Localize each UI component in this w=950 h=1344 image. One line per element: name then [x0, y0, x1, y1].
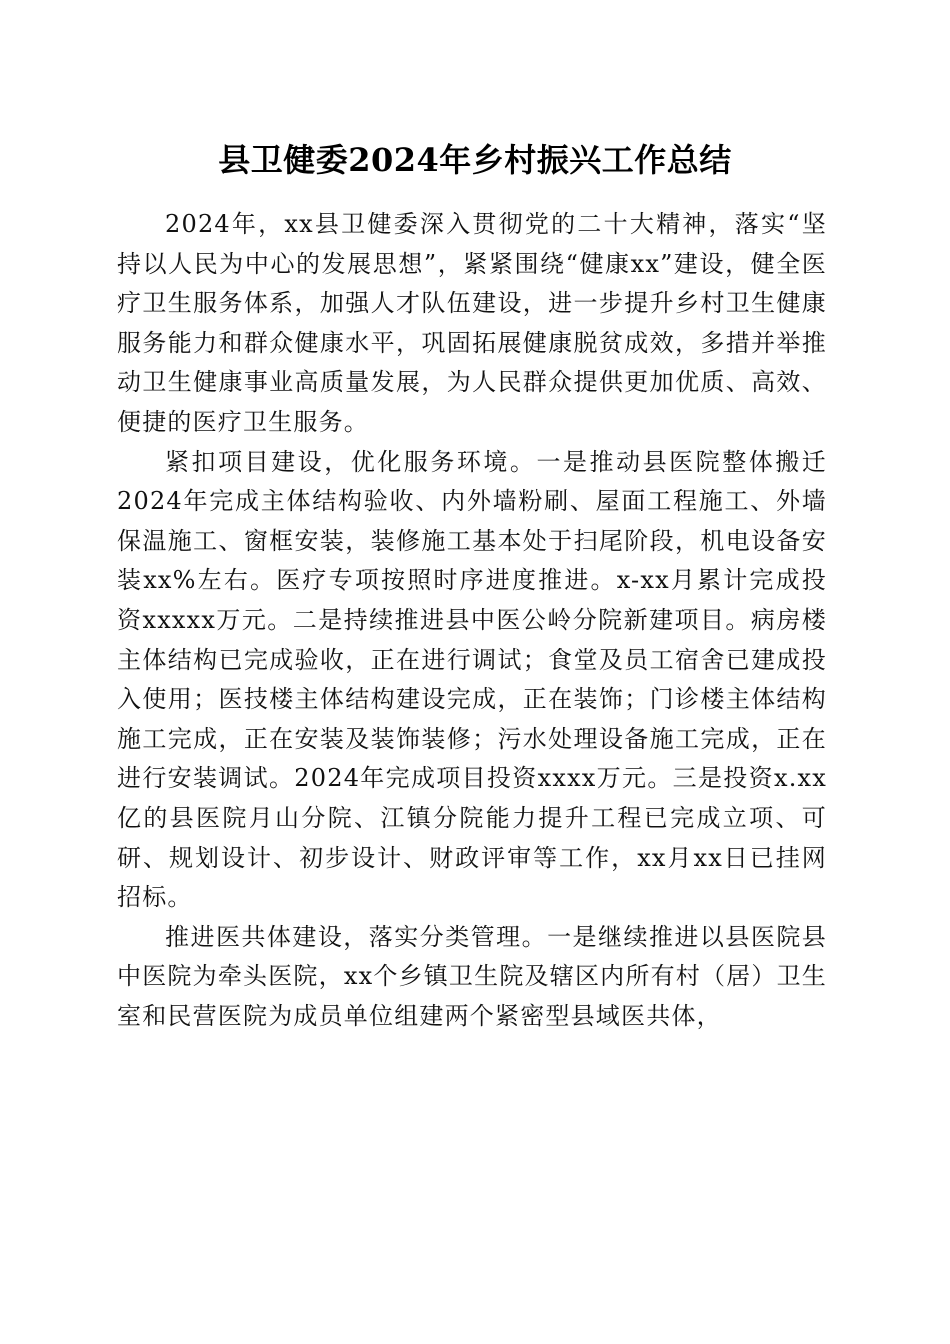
- paragraph-project-construction: 紧扣项目建设，优化服务环境。一是推动县医院整体搬迁2024年完成主体结构验收、内外墙粉刷、屋面工程施工、外墙保温施工、窗框安装，装修施工基本处于扫尾阶段，机电设备安装xx%左右。医疗专项按照时序进度推进。x-xx月累计完成投资xxxxx万元。二是持续推进县中医公岭分院新建项目。病房楼主体结构已完成验收，正在进行调试；食堂及员工宿舍已建成投入使用；医技楼主体结构建设完成，正在装饰；门诊楼主体结构施工完成，正在安装及装饰装修；污水处理设备施工完成，正在进行安装调试。2024年完成项目投资xxxx万元。三是投资x.xx亿的县医院月山分院、江镇分院能力提升工程已完成立项、可研、规划设计、初步设计、财政评审等工作，xx月xx日已挂网招标。: [117, 447, 827, 912]
- document-title: 县卫健委2024年乡村振兴工作总结: [218, 141, 732, 179]
- document-body: [117, 205, 827, 1036]
- paragraph-intro: 2024年，xx县卫健委深入贯彻党的二十大精神，落实“坚持以人民为中心的发展思想”，紧紧围绕“健康xx”建设，健全医疗卫生服务体系，加强人才队伍建设，进一步提升乡村卫生健康服务能力和群众健康水平，巩固拓展健康脱贫成效，多措并举推动卫生健康事业高质量发展，为人民群众提供更加优质、高效、便捷的医疗卫生服务。: [117, 210, 827, 436]
- paragraph-medical-community: 推进医共体建设，落实分类管理。一是继续推进以县医院县中医院为牵头医院，xx个乡镇卫生院及辖区内所有村（居）卫生室和民营医院为成员单位组建两个紧密型县域医共体，: [117, 922, 827, 1030]
